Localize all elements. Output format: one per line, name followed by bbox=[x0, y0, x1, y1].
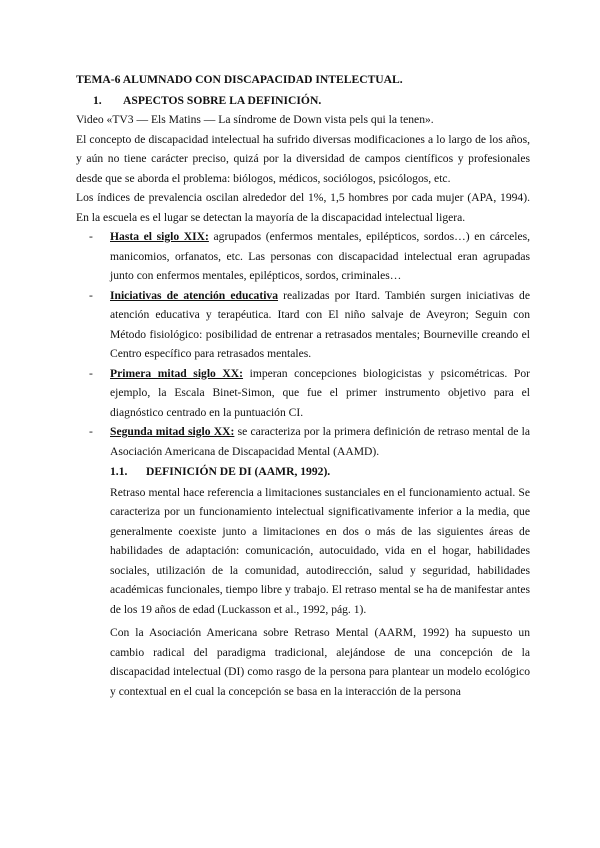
subsection-body bbox=[76, 483, 530, 702]
list-item-text: imperan concepciones biologicistas y psicométricas. Por ejemplo, la Escala Binet-Simon, que fue el primer instrumento objetivo para el diagnóstico centrado en la puntuación CI. bbox=[110, 366, 530, 419]
list-item-label: Iniciativas de atención educativa bbox=[110, 288, 279, 302]
document-title: TEMA-6 ALUMNADO CON DISCAPACIDAD INTELECTUAL. bbox=[76, 73, 403, 86]
paragraph-definition: Retraso mental hace referencia a limitaciones sustanciales en el funcionamiento actual. Se caracteriza por un funcionamiento intelectual significativamente inferior a la media, que generalmente coexiste junto a limitaciones en dos o más de las siguientes áreas de habilidades de adaptación: comunicación, autocuidado, vida en el hogar, habilidades sociales, utilización de la comunidad, autodirección, salud y seguridad, habilidades académicas funcionales, tiempo libre y trabajo. El retraso mental se ha de manifestar antes de los 19 años de edad (Luckasson et al., 1992, pág. 1). bbox=[110, 485, 530, 616]
subsection-heading bbox=[76, 462, 530, 482]
paragraph-aarm: Con la Asociación Americana sobre Retraso Mental (AARM, 1992) ha supuesto un cambio radical del paradigma tradicional, alejándose de una concepción de la discapacidad intelectual (DI) como rasgo de la persona para plantear un modelo ecológico y contextual en el cual la concepción se basa en la interacción de la persona bbox=[110, 626, 530, 698]
list-item-text: se caracteriza por la primera definición de retraso mental de la Asociación Americana de Discapacidad Mental (AAMD). bbox=[110, 425, 530, 458]
section-heading bbox=[76, 91, 530, 111]
subsection-number: 1.1. bbox=[110, 465, 128, 478]
list-item-label: Segunda mitad siglo XX: bbox=[110, 425, 235, 438]
section-number: 1. bbox=[93, 93, 102, 107]
list-item-label: Hasta el siglo XIX: bbox=[110, 230, 209, 243]
paragraph-concept: El concepto de discapacidad intelectual ha sufrido diversas modificaciones a lo largo de los años, y aún no tiene carácter preciso, quizá por la diversidad de campos científicos y profesionales desde que se aborda el problema: biólogos, médicos, sociólogos, psicólogos, etc. bbox=[76, 132, 530, 185]
video-reference: Video «TV3 — Els Matins — La síndrome de Down vista pels qui la tenen». bbox=[76, 113, 434, 126]
list-item-label: Primera mitad siglo XX: bbox=[110, 366, 244, 380]
history-list bbox=[76, 227, 530, 461]
list-item bbox=[76, 422, 530, 461]
list-item bbox=[76, 286, 530, 364]
list-bullet: - bbox=[89, 288, 93, 302]
list-bullet: - bbox=[89, 425, 93, 438]
list-item bbox=[76, 227, 530, 286]
document-body bbox=[76, 70, 530, 701]
subsection-heading-text: DEFINICIÓN DE DI (AAMR, 1992). bbox=[146, 465, 331, 478]
section-heading-text: ASPECTOS SOBRE LA DEFINICIÓN. bbox=[123, 93, 322, 107]
paragraph-prevalence: Los índices de prevalencia oscilan alrededor del 1%, 1,5 hombres por cada mujer (APA, 1994). En la escuela es el lugar se detectan la mayoría de la discapacidad intelectual ligera. bbox=[76, 191, 530, 224]
list-item-text: realizadas por Itard. También surgen iniciativas de atención educativa y terapéutica. Itard con El niño salvaje de Aveyron; Seguin con Método fisiológico: posibilidad de entrenar a retrasados mentales; Bourneville creando el Centro específico para retrasados mentales. bbox=[110, 288, 530, 360]
list-bullet: - bbox=[89, 366, 93, 380]
list-bullet: - bbox=[89, 230, 93, 243]
list-item-text: agrupados (enfermos mentales, epilépticos, sordos…) en cárceles, manicomios, orfanatos, etc. Las personas con discapacidad intelectual eran agrupadas junto con enfermos mentales, epilépticos, sordos, criminales… bbox=[110, 230, 531, 282]
list-item bbox=[76, 364, 530, 423]
